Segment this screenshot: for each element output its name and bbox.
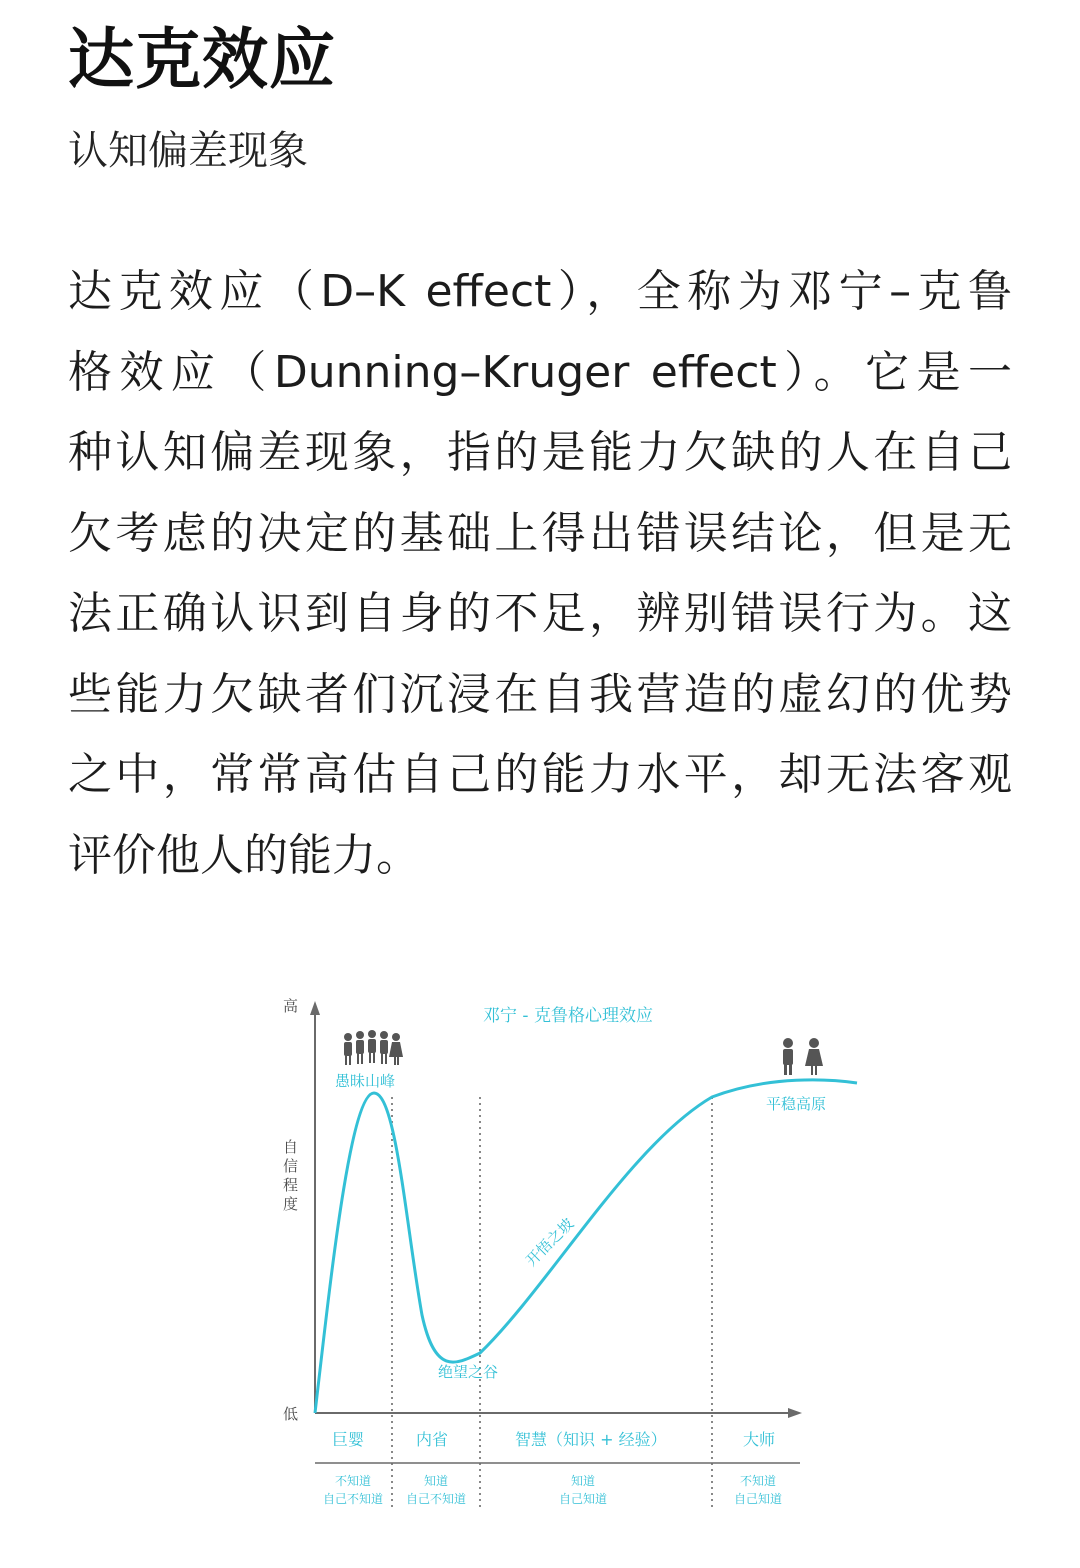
stage-desc-line2: 自己不知道	[322, 1492, 384, 1506]
stage-desc-line2: 自己知道	[733, 1492, 783, 1506]
intro-paragraph	[68, 252, 1012, 896]
stage-desc-line2: 自己知道	[558, 1492, 608, 1506]
y-axis-label-char: 信	[283, 1157, 299, 1175]
stage-name: 大师	[743, 1430, 776, 1449]
stage-name: 巨婴	[332, 1430, 365, 1449]
paragraph-line: 达克效应（D–K effect），全称为邓宁–克鲁	[68, 266, 1012, 317]
y-axis-arrow-icon	[310, 1001, 320, 1015]
paragraph-line: 评价他人的能力。	[68, 829, 420, 881]
stage-desc-line1: 知道	[423, 1474, 449, 1488]
paragraph-line: 种认知偏差现象，指的是能力欠缺的人在自己	[68, 427, 1012, 478]
stage-desc-line1: 不知道	[334, 1474, 372, 1488]
page-title: 达克效应	[68, 21, 336, 98]
y-axis-low-label: 低	[283, 1405, 299, 1423]
y-axis-label-char: 程	[283, 1176, 299, 1194]
paragraph-line: 之中，常常高估自己的能力水平，却无法客观	[68, 749, 1012, 800]
y-axis-label-char: 度	[283, 1195, 299, 1213]
crowd-icon	[344, 1030, 403, 1065]
paragraph-line: 格效应（Dunning–Kruger effect）。它是一	[68, 346, 1012, 398]
pair-icon	[783, 1038, 823, 1075]
diagram-title: 邓宁 - 克鲁格心理效应	[483, 1006, 653, 1026]
stage-name: 内省	[416, 1430, 449, 1449]
paragraph-line: 些能力欠缺者们沉浸在自我营造的虚幻的优势	[68, 668, 1012, 720]
valley-label: 绝望之谷	[438, 1363, 499, 1381]
diagram-canvas	[270, 985, 870, 1525]
paragraph-line: 欠考虑的决定的基础上得出错误结论，但是无	[68, 507, 1012, 559]
plateau-label: 平稳高原	[766, 1095, 827, 1113]
x-axis-arrow-icon	[788, 1408, 802, 1418]
y-axis-high-label: 高	[283, 997, 299, 1015]
paragraph-line: 法正确认识到自身的不足，辨别错误行为。这	[68, 588, 1012, 639]
stage-desc-line1: 不知道	[739, 1474, 777, 1488]
stage-desc-line1: 知道	[570, 1474, 596, 1488]
stage-name: 智慧（知识 + 经验）	[515, 1430, 667, 1449]
peak-label: 愚昧山峰	[335, 1072, 396, 1090]
y-axis-label-char: 自	[283, 1138, 299, 1156]
confidence-curve	[315, 1080, 857, 1413]
stage-desc-line2: 自己不知道	[405, 1492, 467, 1506]
slope-label: 开悟之坡	[522, 1214, 578, 1270]
page-subtitle: 认知偏差现象	[68, 128, 308, 174]
dunning-kruger-diagram	[270, 985, 870, 1525]
